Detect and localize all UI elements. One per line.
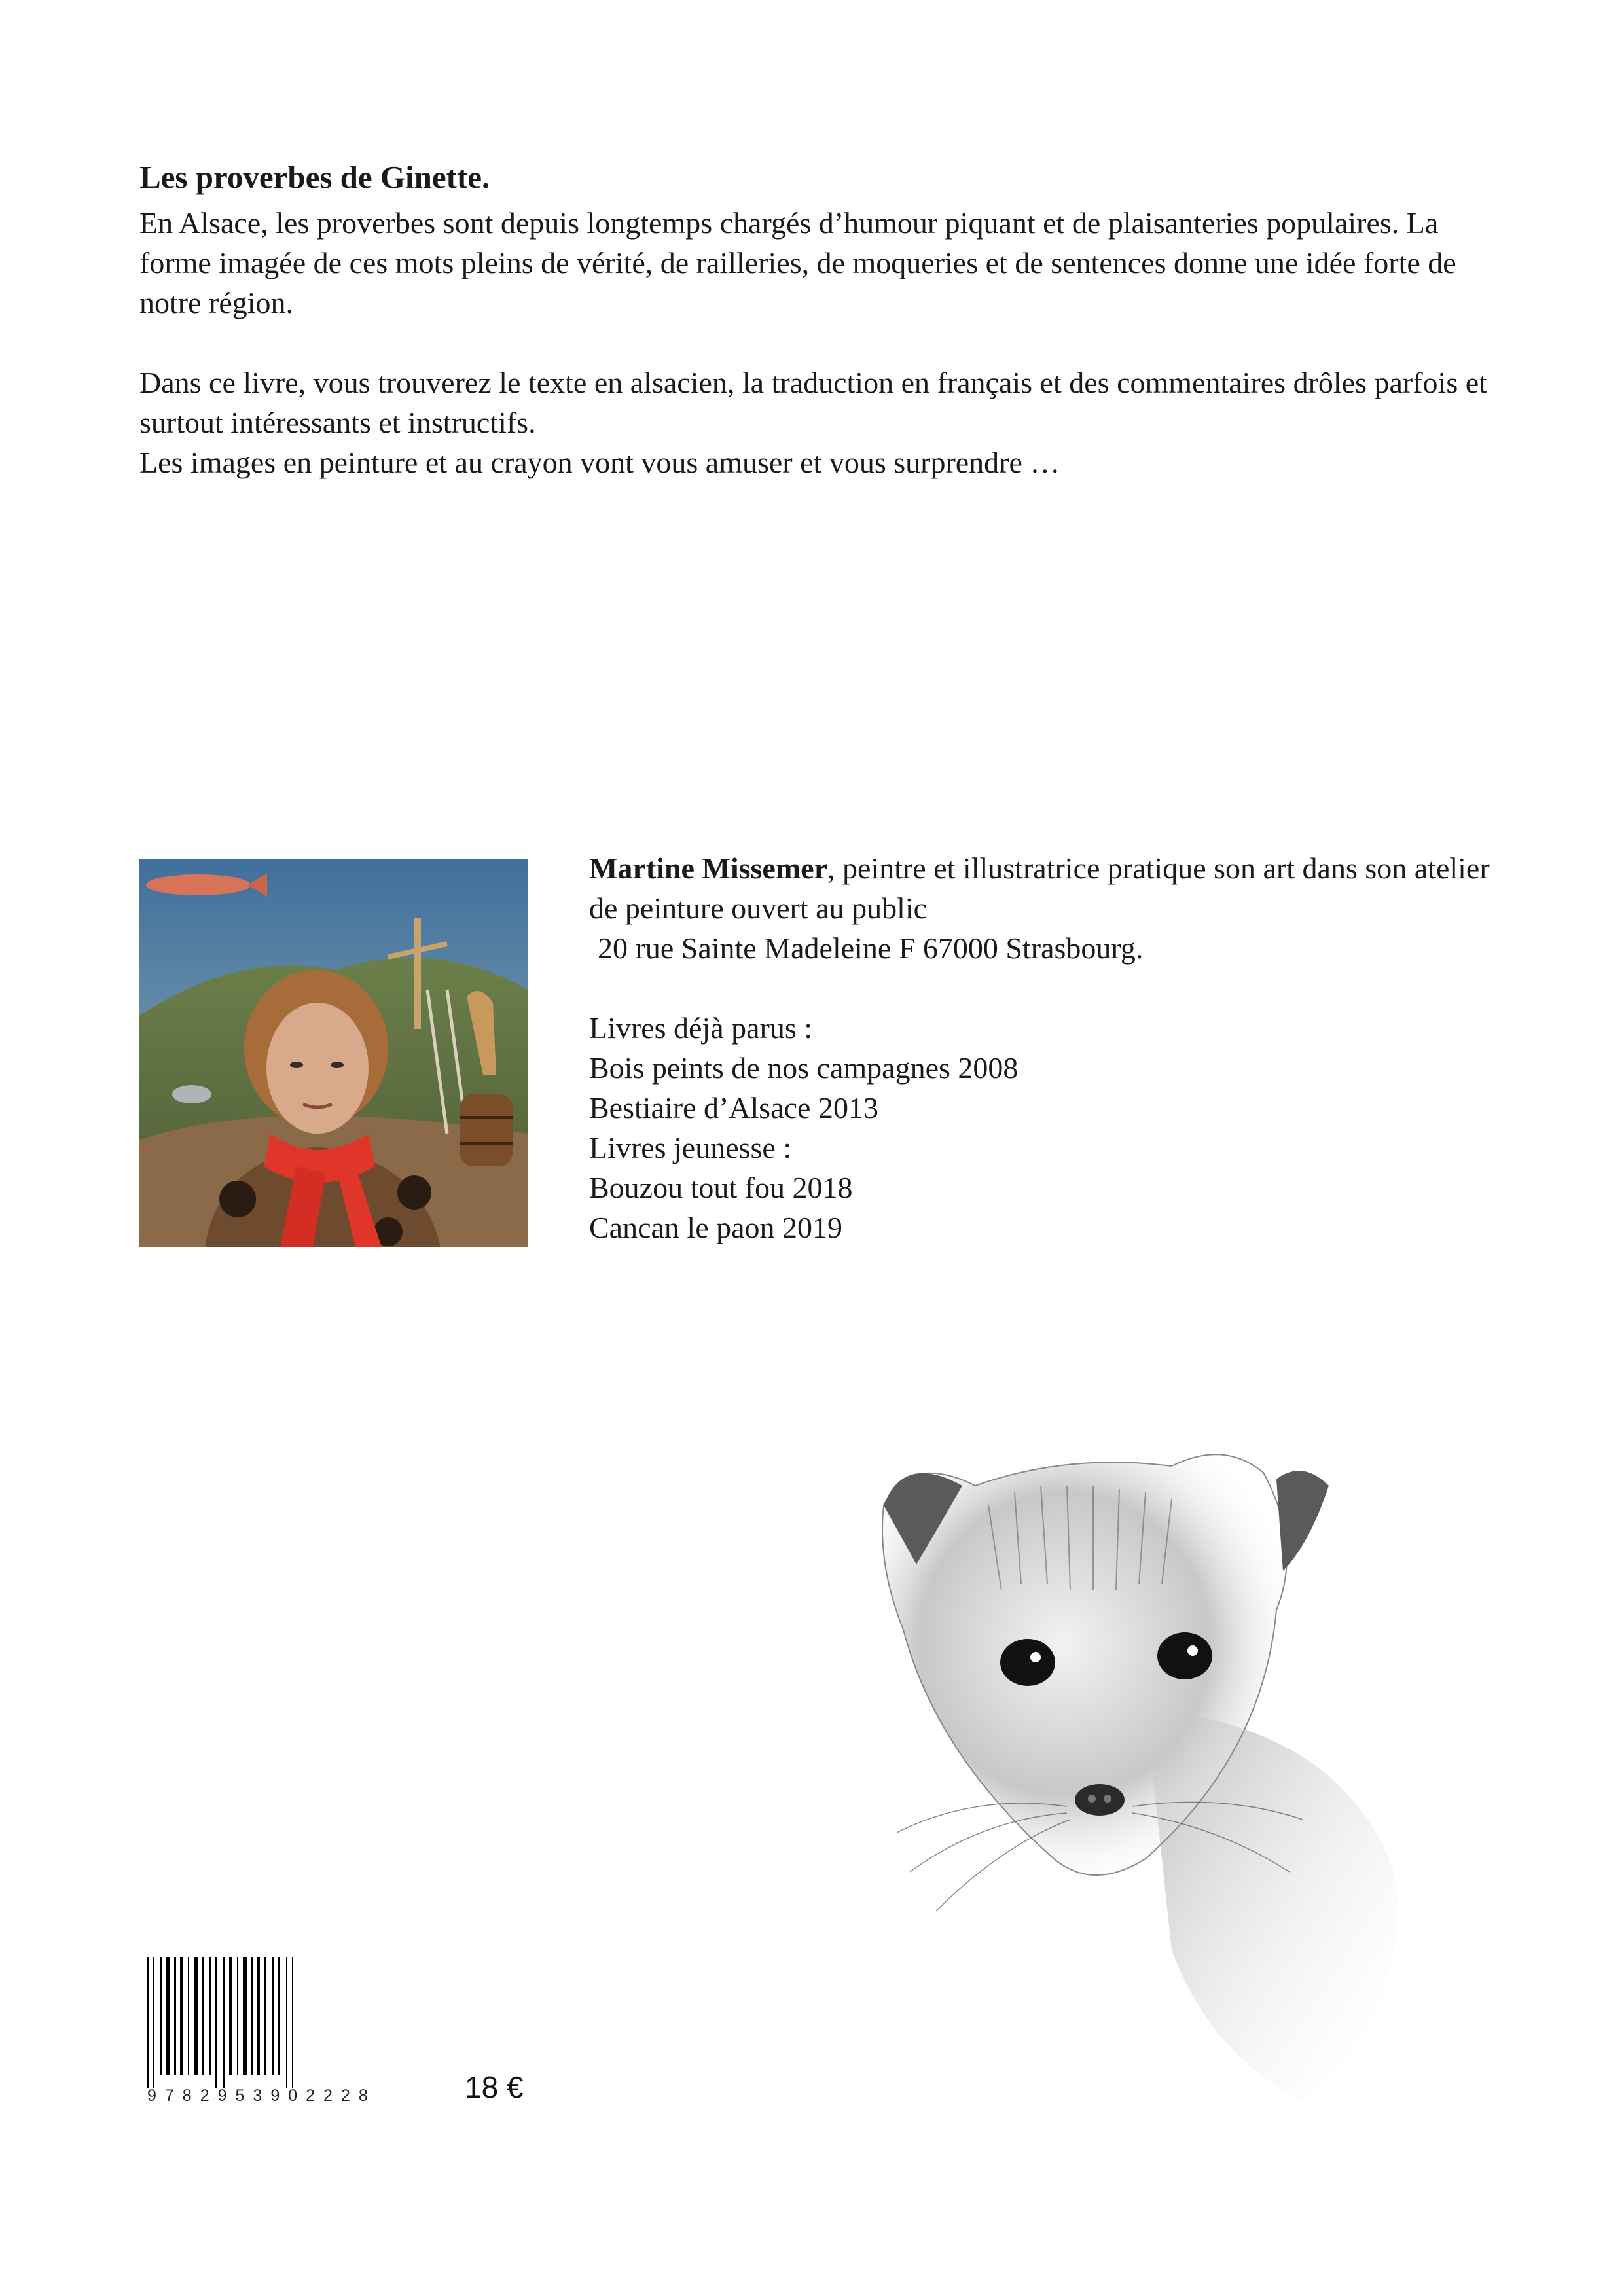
barcode-bar (180, 1957, 183, 2075)
intro-paragraph-3: Les images en peinture et au crayon vont vous amuser et vous surprendre … (139, 446, 1060, 479)
books-heading: Livres déjà parus : (589, 1011, 813, 1045)
book-item: Bestiaire d’Alsace 2013 (589, 1091, 878, 1124)
barcode-bar (223, 1957, 225, 2088)
book-item: Bois peints de nos campagnes 2008 (589, 1051, 1019, 1085)
barcode-bar (278, 1957, 280, 2075)
barcode-bar (215, 1957, 217, 2088)
author-description: , peintre et illustratrice pratique son art dans son atelier de peinture ouvert au public (589, 852, 1490, 925)
barcode-bar (174, 1957, 176, 2075)
intro-section (139, 157, 1514, 482)
barcode-digits: 9782953902228 (147, 2087, 376, 2105)
barcode-bar (194, 1957, 198, 2075)
barcode-bar (243, 1957, 247, 2075)
barcode-bar (272, 1957, 274, 2075)
book-title: Les proverbes de Ginette. (139, 159, 490, 195)
youth-book-item: Cancan le paon 2019 (589, 1211, 843, 1244)
barcode-bar (286, 1957, 287, 2088)
youth-book-item: Bouzou tout fou 2018 (589, 1171, 853, 1204)
barcode-bar (153, 1957, 154, 2088)
author-address: 20 rue Sainte Madeleine F 67000 Strasbourg. (598, 931, 1144, 965)
barcode-bar (209, 1957, 211, 2075)
price: 18 € (465, 2070, 524, 2104)
author-name: Martine Missemer (589, 852, 828, 885)
intro-paragraph-2: Dans ce livre, vous trouverez le texte en alsacien, la traduction en français et des commentaires drôles parfois et surtout intéressants et instructifs. (139, 366, 1487, 439)
barcode-bar (202, 1957, 204, 2075)
author-portrait (139, 859, 528, 1247)
barcode-bar (257, 1957, 260, 2075)
author-bio (589, 848, 1506, 1247)
youth-books-heading: Livres jeunesse : (589, 1131, 792, 1164)
barcode-bar (251, 1957, 253, 2075)
barcode-bar (160, 1957, 162, 2075)
isbn-barcode (143, 1957, 431, 2108)
barcode-bar (188, 1957, 189, 2075)
intro-paragraph-1: En Alsace, les proverbes sont depuis longtemps chargés d’humour piquant et de plaisanteries populaires. La forme imagée de ces mots pleins de vérité, de railleries, de moqueries et de sentences donne une idée forte de notre région. (139, 206, 1456, 319)
barcode-bar (166, 1957, 170, 2075)
author-intro (589, 848, 1506, 928)
barcode-bar (147, 1957, 149, 2088)
barcode-bar (264, 1957, 266, 2075)
barcode-bar (229, 1957, 232, 2075)
barcode-bar (237, 1957, 238, 2075)
barcode-bar (292, 1957, 293, 2088)
marten-drawing (805, 1414, 1486, 2134)
